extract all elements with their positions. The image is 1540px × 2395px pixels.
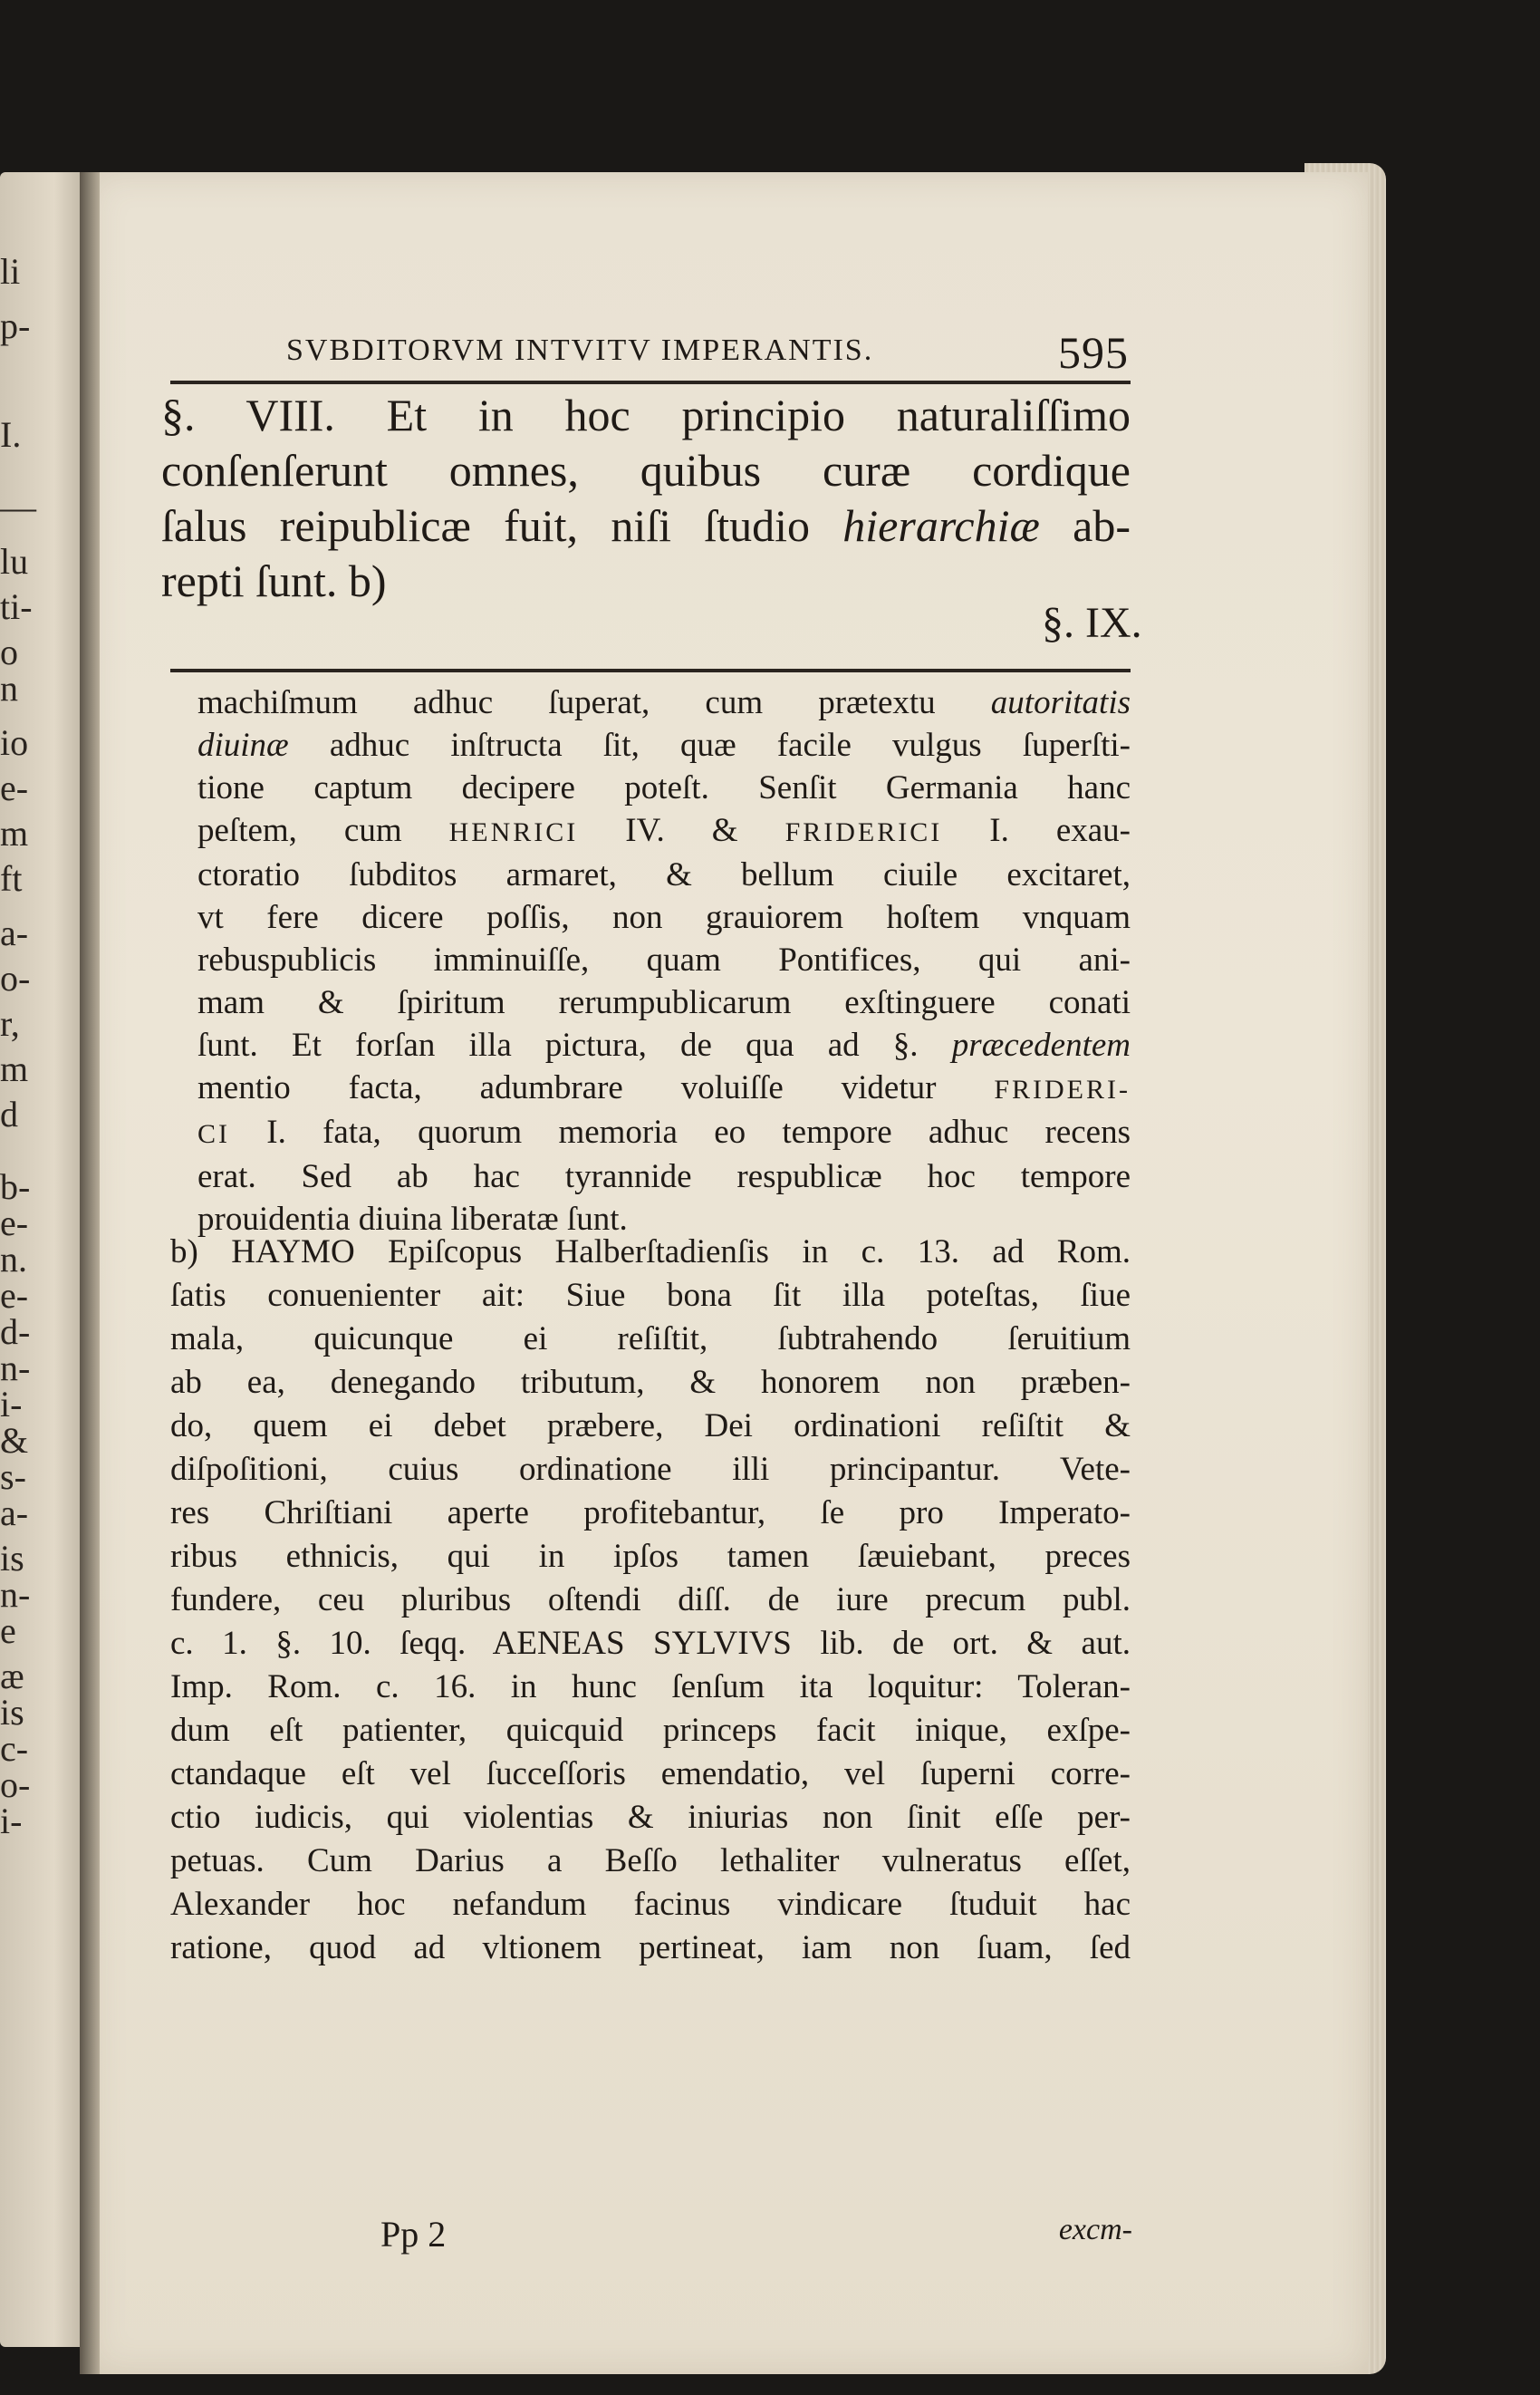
footnote-line: ratione, quod ad vltionem pertineat, iam non ſuam, ſed [170,1929,1131,1966]
margin-fragment: n [0,668,18,709]
body-text-run: præcedentem [951,1027,1131,1064]
margin-fragment: i- [0,1384,23,1424]
ab-word: ab- [1039,500,1131,551]
footnote-line: Alexander hoc nefandum facinus vindicare ſtuduit hac [170,1886,1131,1923]
body-line [197,809,1131,854]
body-text-run: ſunt. Et forſan illa pictura, de qua ad §. [197,1027,952,1064]
margin-fragment: m [0,1048,29,1089]
signature-mark: Pp 2 [380,2214,447,2255]
name-friderici: FRIDERICI [784,817,943,847]
body-line [197,1155,1131,1198]
body-text-run: machiſmum adhuc ſuperat, cum prætextu [197,684,991,721]
running-title: SVBDITORVM INTVITV IMPERANTIS. [286,333,874,367]
footnote-line: ctandaque eſt vel ſucceſſoris emendatio, vel ſuperni corre- [170,1755,1131,1792]
footnote-line: do, quem ei debet præbere, Dei ordinationi reſiſtit & [170,1407,1131,1444]
body-line [197,767,1131,809]
head-rule [170,381,1131,384]
margin-fragment: & [0,1420,29,1461]
body-text-run: rebuspublicis imminuiſſe, quam Pontifices, qui ani- [197,942,1131,979]
margin-fragment: æ [0,1656,24,1696]
footnote-line: ſatis conuenienter ait: Siue bona ſit illa poteſtas, ſiue [170,1277,1131,1314]
footnote-line: petuas. Cum Darius a Beſſo lethaliter vulneratus eſſet, [170,1842,1131,1879]
body-line [197,1067,1131,1111]
body-text-run: diuinæ [197,727,289,764]
body-line [197,724,1131,767]
margin-fragment: e- [0,1202,29,1243]
footnote-line: ab ea, denegando tributum, & honorem non præben- [170,1364,1131,1401]
section-viii-line-4: repti ſunt. b) [161,555,387,606]
margin-fragment: is [0,1692,24,1733]
body-line [197,939,1131,981]
body-line [197,681,1131,724]
body-line [197,1111,1131,1155]
margin-fragment: — [0,487,36,527]
margin-fragment: e- [0,768,29,808]
body-text-run: tione captum decipere poteſt. Senſit Germania hanc [197,769,1131,806]
margin-fragment: i- [0,1801,23,1841]
margin-fragment: e [0,1610,16,1651]
footnote-line: res Chriſtiani aperte profitebantur, ſe pro Imperato- [170,1494,1131,1531]
margin-fragment: o- [0,1764,31,1805]
margin-fragment: p- [0,305,31,346]
footnote-line: c. 1. §. 10. ſeqq. AENEAS SYLVIVS lib. de ort. & aut. [170,1625,1131,1662]
body-text-run: prouidentia diuina liberatæ ſunt. [197,1201,628,1238]
body-text-run: vt fere dicere poſſis, non grauiorem hoſtem vnquam [197,899,1131,936]
margin-fragment: r, [0,1003,20,1044]
margin-fragment: n- [0,1347,31,1388]
body-text-run: FRIDERI- [994,1075,1131,1105]
margin-fragment: ti- [0,586,33,627]
body-text-run: I. fata, quorum memoria eo tempore adhuc recens [230,1114,1131,1151]
margin-fragment: ft [0,858,23,899]
body-line [197,854,1131,896]
page-content [91,172,1368,2374]
margin-fragment: b- [0,1166,31,1207]
margin-fragment: lu [0,541,29,582]
body-text-run: CI [197,1119,230,1149]
margin-fragment: a- [0,913,29,953]
body-text [197,681,1131,1241]
section-viii-line-3 [161,498,1131,554]
body-text-run: autoritatis [990,684,1131,721]
margin-fragment: li [0,251,21,292]
margin-fragment: d- [0,1311,31,1352]
body-text-run: adhuc inſtructa ſit, quæ facile vulgus ſuperſti- [288,727,1131,764]
body-text-run: ctoratio ſubditos armaret, & bellum ciuile excitaret, [197,856,1131,893]
body-text-run: I. exau- [942,812,1131,849]
margin-fragment: c- [0,1728,29,1769]
footnote-line: diſpoſitioni, cuius ordinatione illi principantur. Vete- [170,1451,1131,1488]
book-page [91,172,1368,2374]
margin-fragment: o- [0,958,31,999]
margin-fragment: s- [0,1456,26,1497]
section-viii [161,388,1131,609]
body-line [197,981,1131,1024]
footnote-line: ribus ethnicis, qui in ipſos tamen ſæuiebant, preces [170,1538,1131,1575]
margin-fragment: is [0,1538,24,1579]
section-viii-line-2: conſenſerunt omnes, quibus curæ cordique [161,445,1131,496]
margin-fragment: n. [0,1239,27,1280]
body-line [197,896,1131,939]
catchword: excm- [1058,2213,1132,2246]
footnote-line: ctio iudicis, qui violentias & iniurias non ſinit eſſe per- [170,1799,1131,1836]
body-line [197,1024,1131,1067]
line-3-text: ſalus reipublicæ fuit, niſi ſtudio [161,500,843,551]
hierarchiae-word: hierarchiæ [842,500,1040,551]
margin-fragment: io [0,722,29,763]
body-text-run: erat. Sed ab hac tyrannide respublicæ hoc tempore [197,1158,1131,1195]
page-number: 595 [1058,327,1129,378]
facing-page-edge [0,172,91,2347]
footnote-line: b) HAYMO Epiſcopus Halberſtadienſis in c. 13. ad Rom. [170,1233,1131,1270]
margin-fragment: n- [0,1574,31,1615]
body-text-run: mam & ſpiritum rerumpublicarum exſtinguere conati [197,984,1131,1021]
margin-fragment: a- [0,1492,29,1533]
footnote-line: Imp. Rom. c. 16. in hunc ſenſum ita loquitur: Toleran- [170,1668,1131,1705]
footnote-line: fundere, ceu pluribus oſtendi diſſ. de iure precum publ. [170,1581,1131,1618]
body-text-run: IV. & [578,812,785,849]
section-viii-line-1: §. VIII. Et in hoc principio naturaliſſimo [161,390,1131,440]
body-text-run: mentio facta, adumbrare voluiſſe videtur [197,1069,995,1106]
footnote-line: mala, quicunque ei reſiſtit, ſubtrahendo ſeruitium [170,1320,1131,1357]
section-ix-label: §. IX. [1042,599,1142,647]
body-text-run: peſtem, cum [197,812,449,849]
body-text-run: HENRICI [448,817,579,847]
footnote-line: dum eſt patienter, quicquid princeps facit inique, exſpe- [170,1712,1131,1749]
margin-fragment: I. [0,414,22,455]
margin-fragment: m [0,813,29,854]
gutter-shadow [80,172,100,2374]
margin-fragment: e- [0,1275,29,1316]
text-rule [170,669,1131,672]
footnote-b [170,1231,1131,1970]
margin-fragment: d [0,1094,18,1135]
margin-fragment: o [0,632,18,672]
